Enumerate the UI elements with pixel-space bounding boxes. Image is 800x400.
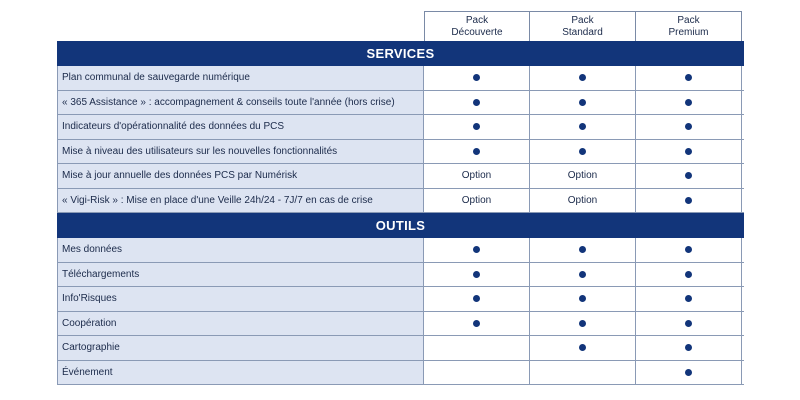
pack-cell	[424, 336, 530, 360]
row-label: Cartographie	[57, 336, 424, 360]
included-dot-icon	[473, 99, 480, 106]
included-dot-icon	[685, 271, 692, 278]
included-dot-icon	[579, 148, 586, 155]
pack-cell	[636, 189, 742, 213]
row-label: Info'Risques	[57, 287, 424, 311]
section-header-services: SERVICES	[57, 41, 744, 66]
pack-cell	[636, 336, 742, 360]
row-label: Téléchargements	[57, 263, 424, 287]
table-row	[57, 140, 744, 165]
pack-cell	[424, 189, 530, 213]
row-label: Mise à jour annuelle des données PCS par Numérisk	[57, 164, 424, 188]
pack-premium-header: Pack Premium	[636, 11, 742, 41]
pack-cell	[636, 238, 742, 262]
table-row	[57, 312, 744, 337]
pack-cell	[424, 287, 530, 311]
pack-cell	[636, 312, 742, 336]
pack-cell	[636, 91, 742, 115]
table-row	[57, 91, 744, 116]
included-dot-icon	[579, 271, 586, 278]
row-label: Indicateurs d'opérationnalité des données du PCS	[57, 115, 424, 139]
included-dot-icon	[685, 197, 692, 204]
pack-cell	[424, 312, 530, 336]
row-label: Plan communal de sauvegarde numérique	[57, 66, 424, 90]
included-dot-icon	[579, 295, 586, 302]
pack-cell	[424, 140, 530, 164]
included-dot-icon	[473, 271, 480, 278]
pack-cell	[530, 361, 636, 385]
included-dot-icon	[473, 123, 480, 130]
row-label: Événement	[57, 361, 424, 385]
pack-cell	[530, 66, 636, 90]
table-row	[57, 189, 744, 214]
table-row	[57, 66, 744, 91]
included-dot-icon	[579, 74, 586, 81]
pack-cell	[530, 312, 636, 336]
pack-cell	[424, 91, 530, 115]
pack-cell	[530, 140, 636, 164]
pack-cell	[424, 238, 530, 262]
table-row	[57, 115, 744, 140]
table-row	[57, 263, 744, 288]
pack-cell	[424, 164, 530, 188]
pack-cell	[636, 287, 742, 311]
row-label: Mise à niveau des utilisateurs sur les nouvelles fonctionnalités	[57, 140, 424, 164]
included-dot-icon	[685, 99, 692, 106]
included-dot-icon	[473, 320, 480, 327]
option-text: Option	[461, 170, 492, 182]
included-dot-icon	[579, 320, 586, 327]
pack-cell	[636, 263, 742, 287]
included-dot-icon	[579, 246, 586, 253]
included-dot-icon	[685, 344, 692, 351]
included-dot-icon	[685, 320, 692, 327]
pack-header-row	[57, 11, 744, 41]
included-dot-icon	[685, 123, 692, 130]
included-dot-icon	[685, 74, 692, 81]
pack-decouverte-header: Pack Découverte	[424, 11, 530, 41]
included-dot-icon	[685, 172, 692, 179]
pack-cell	[424, 361, 530, 385]
included-dot-icon	[579, 99, 586, 106]
table-row	[57, 361, 744, 386]
pack-cell	[424, 263, 530, 287]
section-header-outils: OUTILS	[57, 213, 744, 238]
pack-standard-header: Pack Standard	[530, 11, 636, 41]
option-text: Option	[567, 170, 598, 182]
row-label: Coopération	[57, 312, 424, 336]
included-dot-icon	[685, 295, 692, 302]
pack-cell	[530, 115, 636, 139]
included-dot-icon	[579, 123, 586, 130]
row-label: « Vigi-Risk » : Mise en place d'une Veille 24h/24 - 7J/7 en cas de crise	[57, 189, 424, 213]
table-body	[57, 41, 744, 385]
pack-cell	[636, 140, 742, 164]
option-text: Option	[461, 194, 492, 206]
included-dot-icon	[473, 246, 480, 253]
pack-cell	[424, 115, 530, 139]
pack-cell	[636, 361, 742, 385]
pack-cell	[530, 336, 636, 360]
included-dot-icon	[473, 148, 480, 155]
comparison-table	[57, 11, 744, 385]
table-row	[57, 336, 744, 361]
included-dot-icon	[685, 148, 692, 155]
pack-cell	[530, 238, 636, 262]
included-dot-icon	[579, 344, 586, 351]
pack-cell	[636, 115, 742, 139]
row-label: Mes données	[57, 238, 424, 262]
pack-cell	[530, 287, 636, 311]
pack-cell	[530, 164, 636, 188]
row-label: « 365 Assistance » : accompagnement & conseils toute l'année (hors crise)	[57, 91, 424, 115]
pack-cell	[530, 263, 636, 287]
included-dot-icon	[685, 369, 692, 376]
table-row	[57, 164, 744, 189]
included-dot-icon	[473, 295, 480, 302]
pack-cell	[636, 164, 742, 188]
table-row	[57, 238, 744, 263]
pack-cell	[424, 66, 530, 90]
option-text: Option	[567, 194, 598, 206]
pack-cell	[530, 189, 636, 213]
included-dot-icon	[473, 74, 480, 81]
included-dot-icon	[685, 246, 692, 253]
pack-cell	[636, 66, 742, 90]
pack-cell	[530, 91, 636, 115]
table-row	[57, 287, 744, 312]
